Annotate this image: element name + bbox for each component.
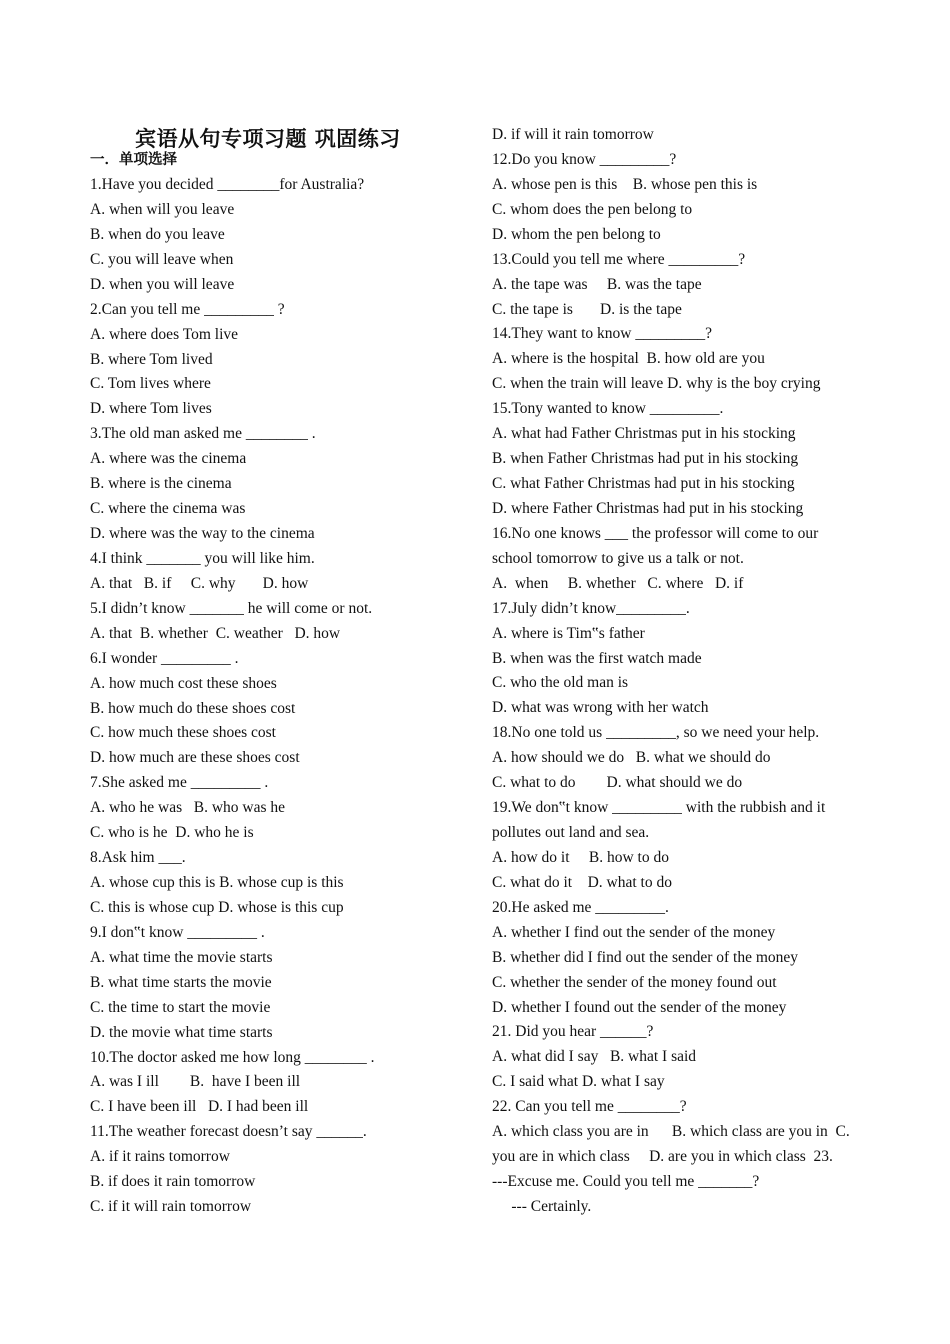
question-line: 13.Could you tell me where _________?: [492, 250, 746, 268]
question-line: A. how do it B. how to do: [492, 848, 669, 866]
question-line: C. Tom lives where: [90, 375, 211, 393]
question-line: A. what time the movie starts: [90, 948, 273, 966]
question-line: 9.I don‟t know _________ .: [90, 923, 265, 941]
question-line: C. whom does the pen belong to: [492, 200, 693, 218]
question-line: pollutes out land and sea.: [492, 824, 650, 842]
question-line: D. where Father Christmas had put in his stocking: [492, 499, 804, 517]
question-line: school tomorrow to give us a talk or not.: [492, 549, 744, 567]
question-line: 12.Do you know _________?: [492, 150, 677, 168]
question-line: you are in which class D. are you in which class 23.: [492, 1148, 833, 1166]
question-line: 18.No one told us _________, so we need your help.: [492, 724, 820, 742]
question-line: A. how should we do B. what we should do: [492, 749, 771, 767]
question-line: C. the time to start the movie: [90, 998, 271, 1016]
question-line: 11.The weather forecast doesn’t say ______.: [90, 1123, 367, 1141]
question-line: A. where was the cinema: [90, 450, 247, 468]
question-line: 17.July didn’t know_________.: [492, 599, 690, 617]
question-line: 8.Ask him ___.: [90, 849, 186, 867]
question-line: A. where does Tom live: [90, 325, 238, 343]
question-line: C. what Father Christmas had put in his stocking: [492, 475, 795, 493]
question-line: A. which class you are in B. which class are you in C.: [492, 1123, 850, 1141]
question-line: B. when was the first watch made: [492, 649, 702, 667]
question-line: 6.I wonder _________ .: [90, 649, 239, 667]
question-line: C. what to do D. what should we do: [492, 774, 743, 792]
question-line: 16.No one knows ___ the professor will come to our: [492, 524, 819, 542]
question-line: 1.Have you decided ________for Australia?: [90, 176, 365, 193]
question-line: B. where Tom lived: [90, 350, 213, 368]
question-line: 14.They want to know _________?: [492, 325, 712, 343]
question-line: 3.The old man asked me ________ .: [90, 425, 316, 443]
question-line: 15.Tony wanted to know _________.: [492, 400, 724, 418]
question-line: C. I said what D. what I say: [492, 1073, 665, 1091]
question-line: C. if it will rain tomorrow: [90, 1198, 252, 1216]
question-line: ---Excuse me. Could you tell me _______?: [492, 1173, 760, 1191]
question-line: D. when you will leave: [90, 275, 235, 293]
question-line: D. if will it rain tomorrow: [492, 126, 654, 143]
question-line: C. how much these shoes cost: [90, 724, 276, 742]
question-line: C. who the old man is: [492, 674, 629, 692]
question-line: 2.Can you tell me _________ ?: [90, 300, 285, 318]
question-line: 5.I didn’t know _______ he will come or not.: [90, 599, 373, 617]
question-line: C. where the cinema was: [90, 500, 246, 518]
question-line: B. when Father Christmas had put in his stocking: [492, 450, 799, 468]
question-line: C. who is he D. who he is: [90, 824, 254, 842]
question-line: D. where was the way to the cinema: [90, 525, 315, 543]
question-line: A. whether I find out the sender of the money: [492, 923, 776, 941]
question-line: A. the tape was B. was the tape: [492, 275, 702, 293]
question-line: D. the movie what time starts: [90, 1023, 273, 1041]
question-line: A. that B. if C. why D. how: [90, 574, 309, 592]
question-line: A. when will you leave: [90, 200, 235, 218]
question-line: D. how much are these shoes cost: [90, 749, 300, 767]
question-line: A. whose pen is this B. whose pen this is: [492, 175, 758, 193]
question-line: D. where Tom lives: [90, 400, 212, 418]
question-line: --- Certainly.: [492, 1197, 592, 1215]
question-line: A. where is Tim‟s father: [492, 624, 645, 642]
question-line: C. what do it D. what to do: [492, 873, 672, 891]
question-line: A. when B. whether C. where D. if: [492, 574, 744, 592]
question-line: C. when the train will leave D. why is the boy crying: [492, 375, 821, 393]
question-line: 20.He asked me _________.: [492, 898, 669, 916]
question-line: D. what was wrong with her watch: [492, 699, 709, 717]
question-line: D. whether I found out the sender of the money: [492, 998, 787, 1016]
question-line: C. whether the sender of the money found out: [492, 973, 777, 991]
page-title: 宾语从句专项习题 巩固练习: [135, 126, 401, 151]
question-line: B. whether did I find out the sender of the money: [492, 948, 799, 966]
question-line: B. how much do these shoes cost: [90, 699, 296, 717]
question-line: B. what time starts the movie: [90, 973, 272, 991]
question-line: B. where is the cinema: [90, 475, 232, 493]
question-line: C. I have been ill D. I had been ill: [90, 1098, 309, 1116]
question-line: B. if does it rain tomorrow: [90, 1173, 256, 1191]
question-line: D. whom the pen belong to: [492, 225, 661, 243]
question-line: A. if it rains tomorrow: [90, 1148, 230, 1166]
question-line: A. what had Father Christmas put in his stocking: [492, 425, 796, 443]
question-line: 21. Did you hear ______?: [492, 1023, 654, 1041]
question-line: A. where is the hospital B. how old are you: [492, 350, 765, 368]
question-line: A. was I ill B. have I been ill: [90, 1073, 301, 1091]
question-line: A. that B. whether C. weather D. how: [90, 624, 341, 642]
question-line: 10.The doctor asked me how long ________ .: [90, 1048, 375, 1066]
question-line: A. who he was B. who was he: [90, 799, 286, 817]
question-line: A. what did I say B. what I said: [492, 1048, 697, 1066]
question-line: 7.She asked me _________ .: [90, 774, 269, 792]
question-line: C. you will leave when: [90, 250, 234, 268]
question-line: C. the tape is D. is the tape: [492, 300, 682, 318]
question-line: 19.We don‟t know _________ with the rubbish and it: [492, 799, 826, 817]
question-line: 22. Can you tell me ________?: [492, 1098, 687, 1116]
question-line: A. how much cost these shoes: [90, 674, 277, 692]
section-heading: 一．单项选择: [90, 152, 177, 168]
question-line: 4.I think _______ you will like him.: [90, 549, 315, 567]
question-line: B. when do you leave: [90, 225, 225, 243]
question-line: A. whose cup this is B. whose cup is this: [90, 874, 344, 892]
question-line: C. this is whose cup D. whose is this cup: [90, 898, 344, 916]
